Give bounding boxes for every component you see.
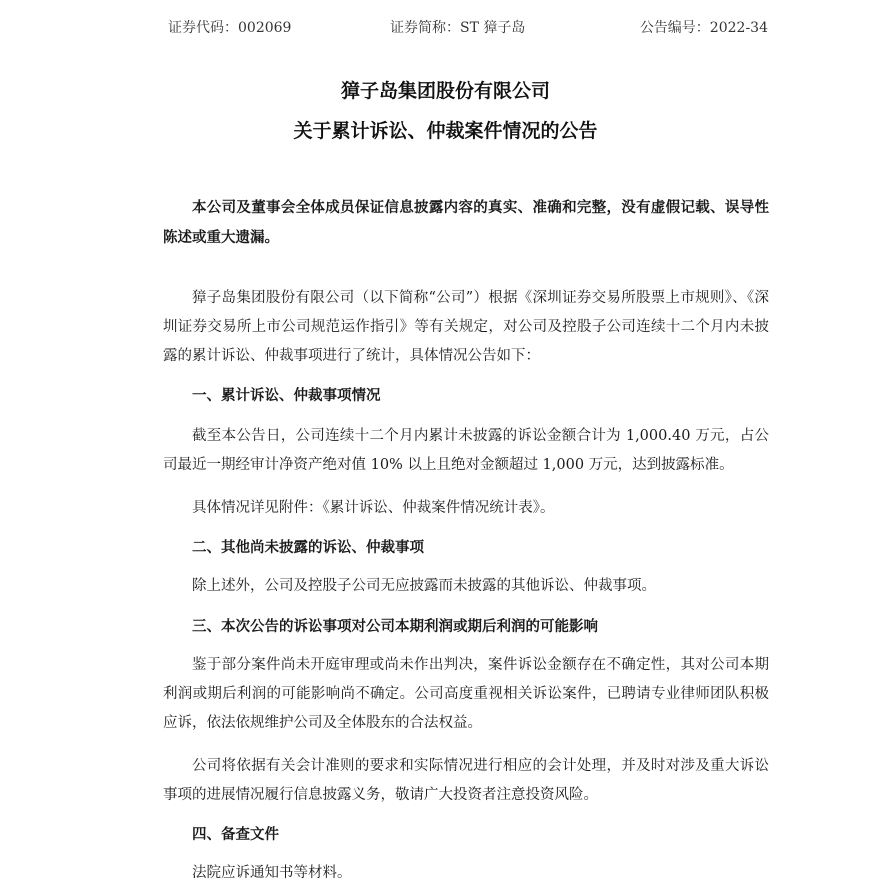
document-header: [168, 14, 768, 42]
stock-code: 证券代码：002069: [168, 20, 292, 36]
section-4-heading: 四、备查文件: [192, 827, 279, 843]
announcement-number: 公告编号：2022-34: [639, 20, 768, 36]
intro-paragraph: 獐子岛集团股份有限公司（以下简称“公司”）根据《深圳证券交易所股票上市规则》、《深圳证券交易所上市公司规范运作指引》等有关规定，对公司及控股子公司连续十二个月内未披露的累计诉讼、仲裁事项进行了统计，具体情况公告如下：: [163, 290, 769, 364]
section-2-paragraph-1: 除上述外，公司及控股子公司无应披露而未披露的其他诉讼、仲裁事项。: [192, 578, 656, 594]
company-title: 獐子岛集团股份有限公司: [340, 80, 550, 102]
section-3-paragraph-2: 公司将依据有关会计准则的要求和实际情况进行相应的会计处理，并及时对涉及重大诉讼事项的进展情况履行信息披露义务，敬请广大投资者注意投资风险。: [163, 758, 769, 803]
section-3-paragraph-1: 鉴于部分案件尚未开庭审理或尚未作出判决，案件诉讼金额存在不确定性，其对公司本期利润或期后利润的可能影响尚不确定。公司高度重视相关诉讼案件，已聘请专业律师团队积极应诉，依法依规维护公司及全体股东的合法权益。: [163, 657, 769, 731]
section-3-heading: 三、本次公告的诉讼事项对公司本期利润或期后利润的可能影响: [192, 619, 598, 635]
section-1-paragraph-1: 截至本公告日，公司连续十二个月内累计未披露的诉讼金额合计为 1,000.40 万元，占公司最近一期经审计净资产绝对值 10% 以上且绝对金额超过 1,000 万元，达到披露标准。: [163, 428, 769, 473]
stock-abbreviation: 证券简称：ST 獐子岛: [390, 20, 526, 36]
section-2-heading: 二、其他尚未披露的诉讼、仲裁事项: [192, 540, 424, 556]
section-4-paragraph-1: 法院应诉通知书等材料。: [192, 865, 352, 881]
section-1-paragraph-2: 具体情况详见附件：《累计诉讼、仲裁案件情况统计表》。: [192, 500, 555, 516]
board-statement: 本公司及董事会全体成员保证信息披露内容的真实、准确和完整，没有虚假记载、误导性陈述或重大遗漏。: [163, 200, 769, 246]
section-1-heading: 一、累计诉讼、仲裁事项情况: [192, 388, 381, 404]
announcement-title: 关于累计诉讼、仲裁案件情况的公告: [293, 120, 598, 142]
